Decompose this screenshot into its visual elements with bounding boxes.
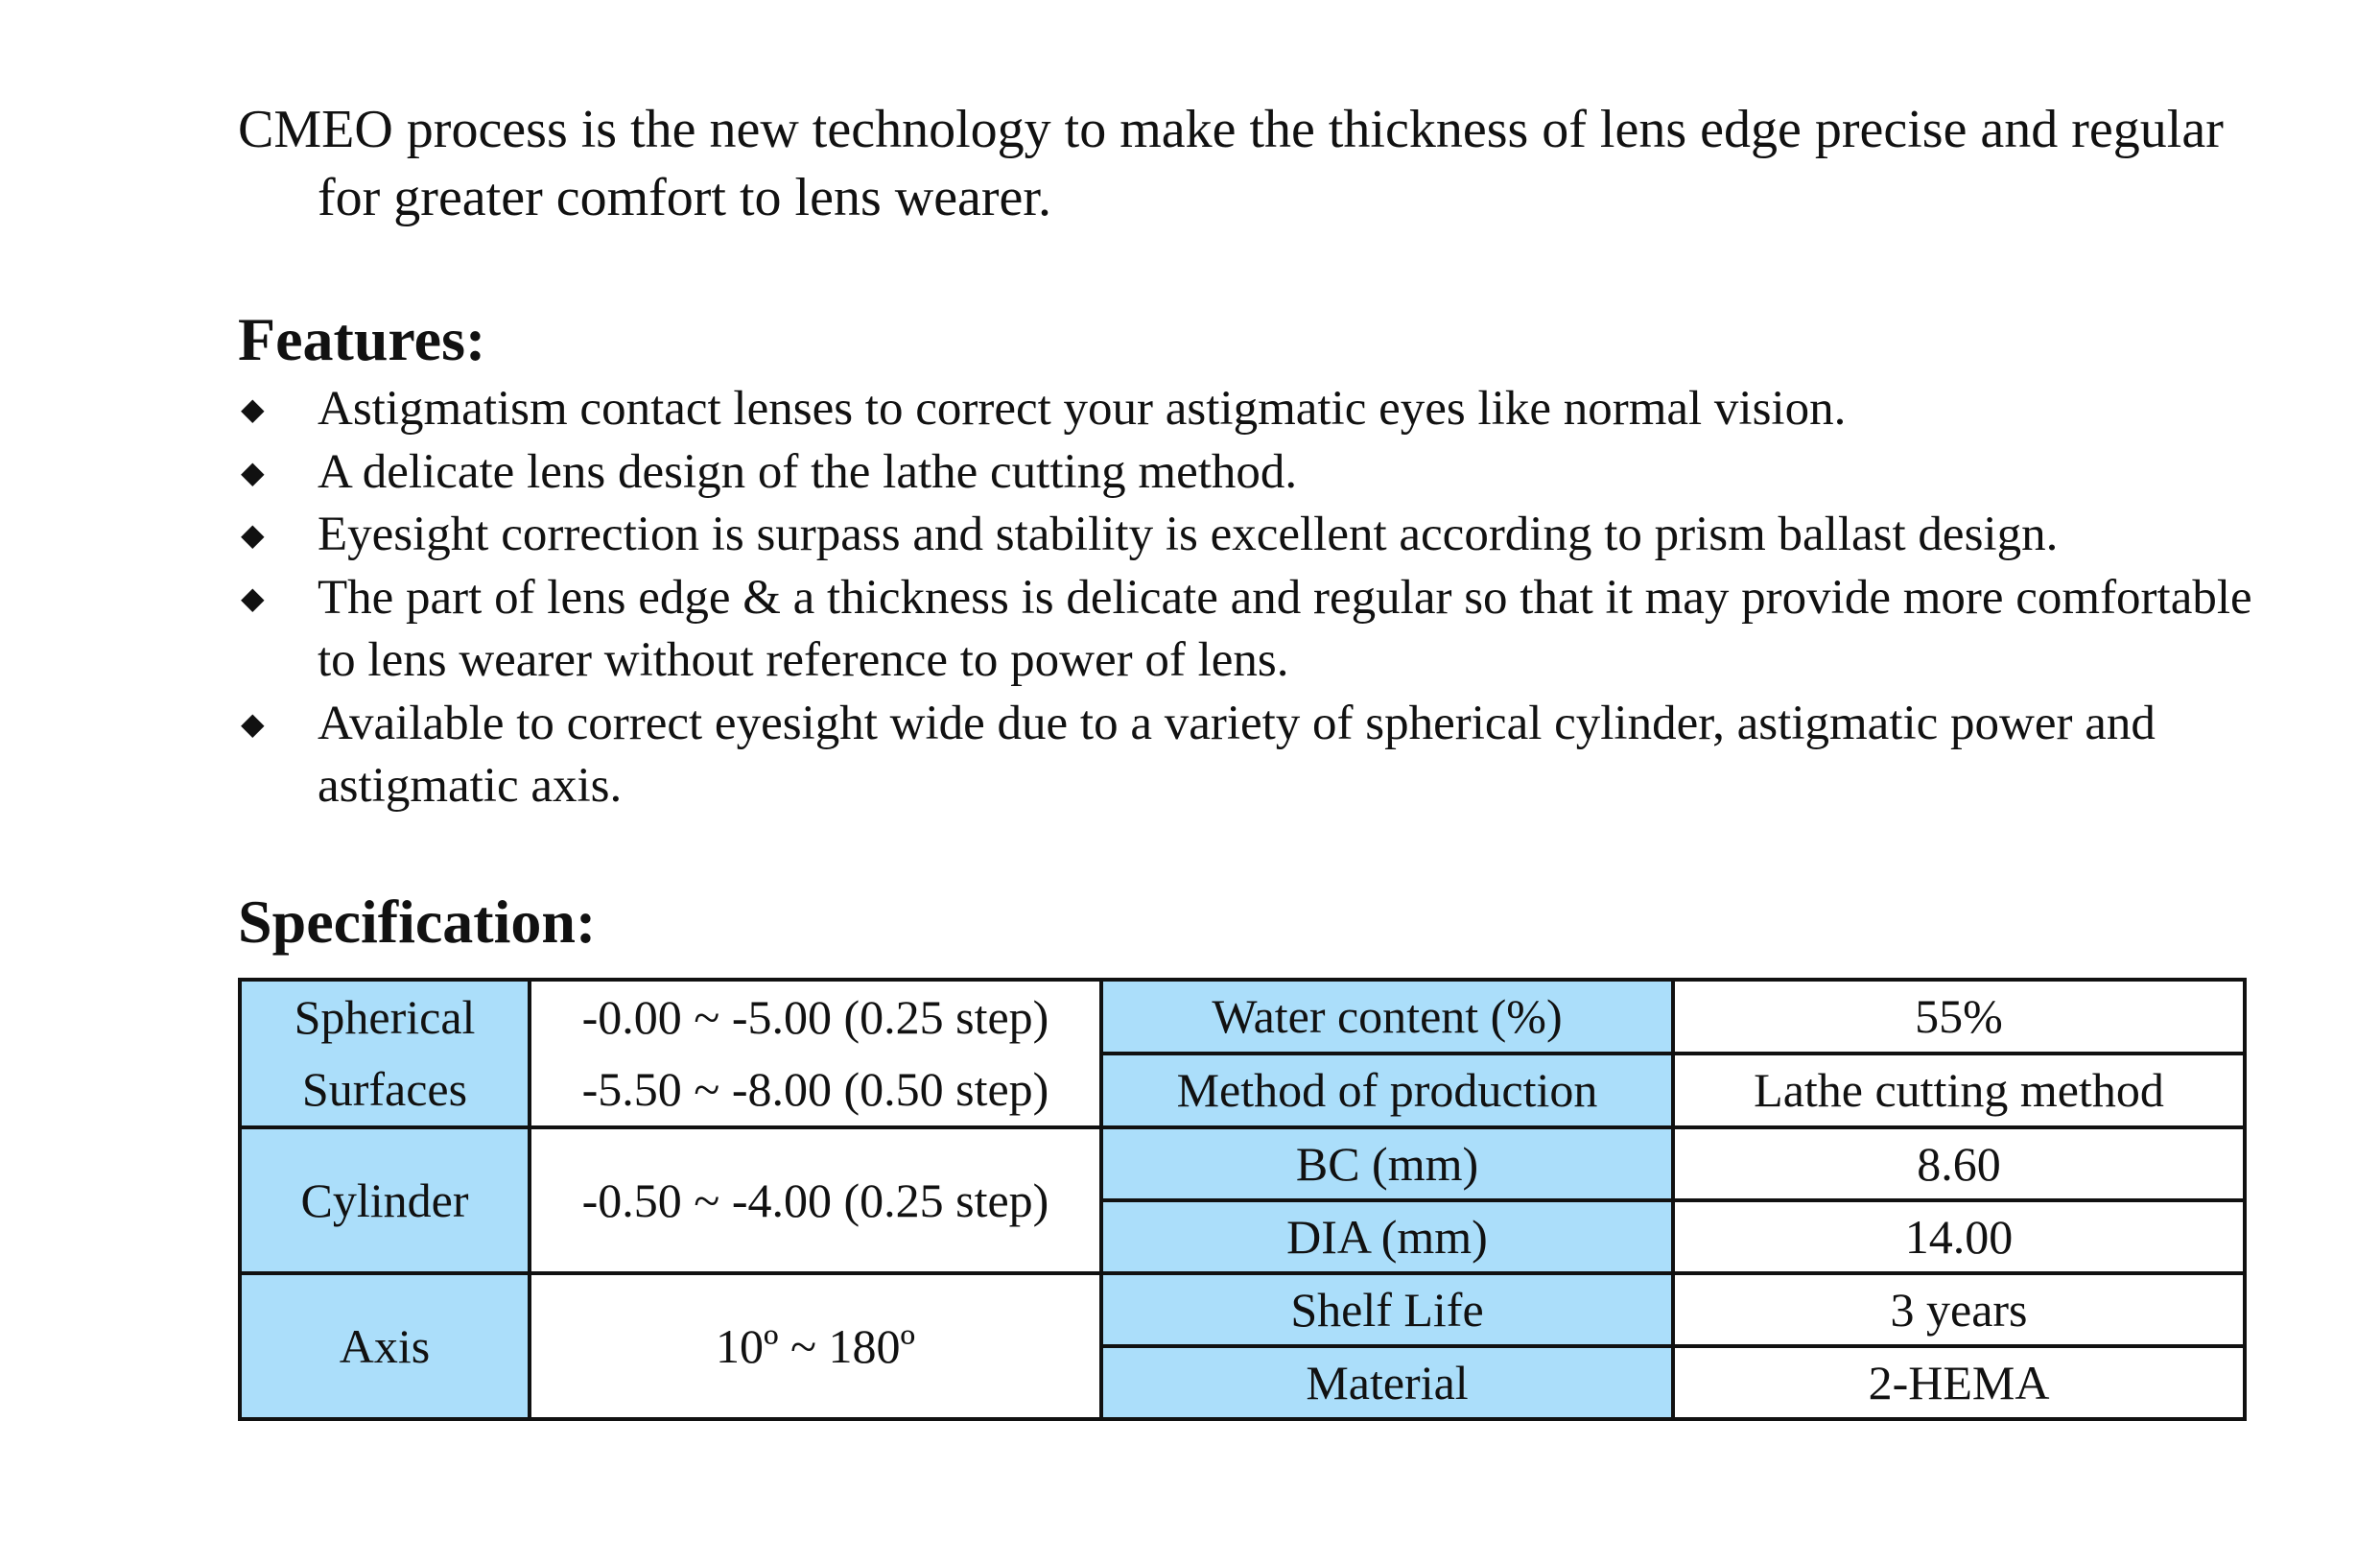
document-page — [238, 96, 2252, 1421]
diamond-bullet-icon: ◆ — [241, 391, 265, 426]
axis-range-cell: 10º ~ 180º — [530, 1273, 1101, 1419]
feature-item — [238, 441, 2252, 505]
diamond-bullet-icon: ◆ — [241, 580, 265, 615]
features-heading: Features: — [238, 305, 486, 373]
property-value-cell: 3 years — [1673, 1273, 2245, 1346]
property-label-cell: Method of production — [1101, 1054, 1673, 1127]
property-label-cell: DIA (mm) — [1101, 1200, 1673, 1273]
cylinder-label-cell: Cylinder — [240, 1127, 530, 1273]
spherical-range2: -5.50 ~ -8.00 (0.50 step) — [581, 1061, 1049, 1116]
specification-heading: Specification: — [238, 887, 597, 956]
property-label-cell: BC (mm) — [1101, 1127, 1673, 1200]
property-value-cell: 14.00 — [1673, 1200, 2245, 1273]
spherical-range1: -0.00 ~ -5.00 (0.25 step) — [581, 989, 1049, 1044]
specification-table — [238, 978, 2247, 1421]
spherical-range-cell — [530, 980, 1101, 1127]
feature-item — [238, 567, 2252, 693]
axis-label-cell: Axis — [240, 1273, 530, 1419]
spherical-label-line1: Spherical — [294, 989, 476, 1044]
property-value-cell: 2-HEMA — [1673, 1346, 2245, 1419]
cylinder-range-cell: -0.50 ~ -4.00 (0.25 step) — [530, 1127, 1101, 1273]
feature-item — [238, 693, 2252, 818]
spherical-label-line2: Surfaces — [301, 1061, 468, 1116]
feature-text: The part of lens edge & a thickness is delicate and regular so that it may provide more comfortable to lens wearer without reference to power of lens. — [318, 570, 2252, 687]
spherical-label-cell — [240, 980, 530, 1127]
features-list — [238, 378, 2252, 818]
property-label-cell: Shelf Life — [1101, 1273, 1673, 1346]
property-value-cell: 55% — [1673, 980, 2245, 1054]
diamond-bullet-icon: ◆ — [241, 705, 265, 741]
table-row — [240, 980, 2245, 1054]
diamond-bullet-icon: ◆ — [241, 517, 265, 552]
table-row — [240, 1127, 2245, 1200]
feature-text: A delicate lens design of the lathe cutting method. — [318, 444, 1298, 499]
property-label-cell: Water content (%) — [1101, 980, 1673, 1054]
feature-text: Available to correct eyesight wide due to a variety of spherical cylinder, astigmatic power and astigmatic axis. — [318, 696, 2156, 813]
feature-item — [238, 504, 2252, 567]
feature-text: Eyesight correction is surpass and stability is excellent according to prism ballast design. — [318, 508, 2059, 561]
intro-paragraph: CMEO process is the new technology to make the thickness of lens edge precise and regular for greater comfort to lens wearer. — [238, 100, 2224, 227]
feature-item — [238, 378, 2252, 441]
diamond-bullet-icon: ◆ — [241, 454, 265, 489]
property-value-cell: 8.60 — [1673, 1127, 2245, 1200]
property-label-cell: Material — [1101, 1346, 1673, 1419]
feature-text: Astigmatism contact lenses to correct your astigmatic eyes like normal vision. — [318, 382, 1847, 436]
property-value-cell: Lathe cutting method — [1673, 1054, 2245, 1127]
table-row — [240, 1273, 2245, 1346]
